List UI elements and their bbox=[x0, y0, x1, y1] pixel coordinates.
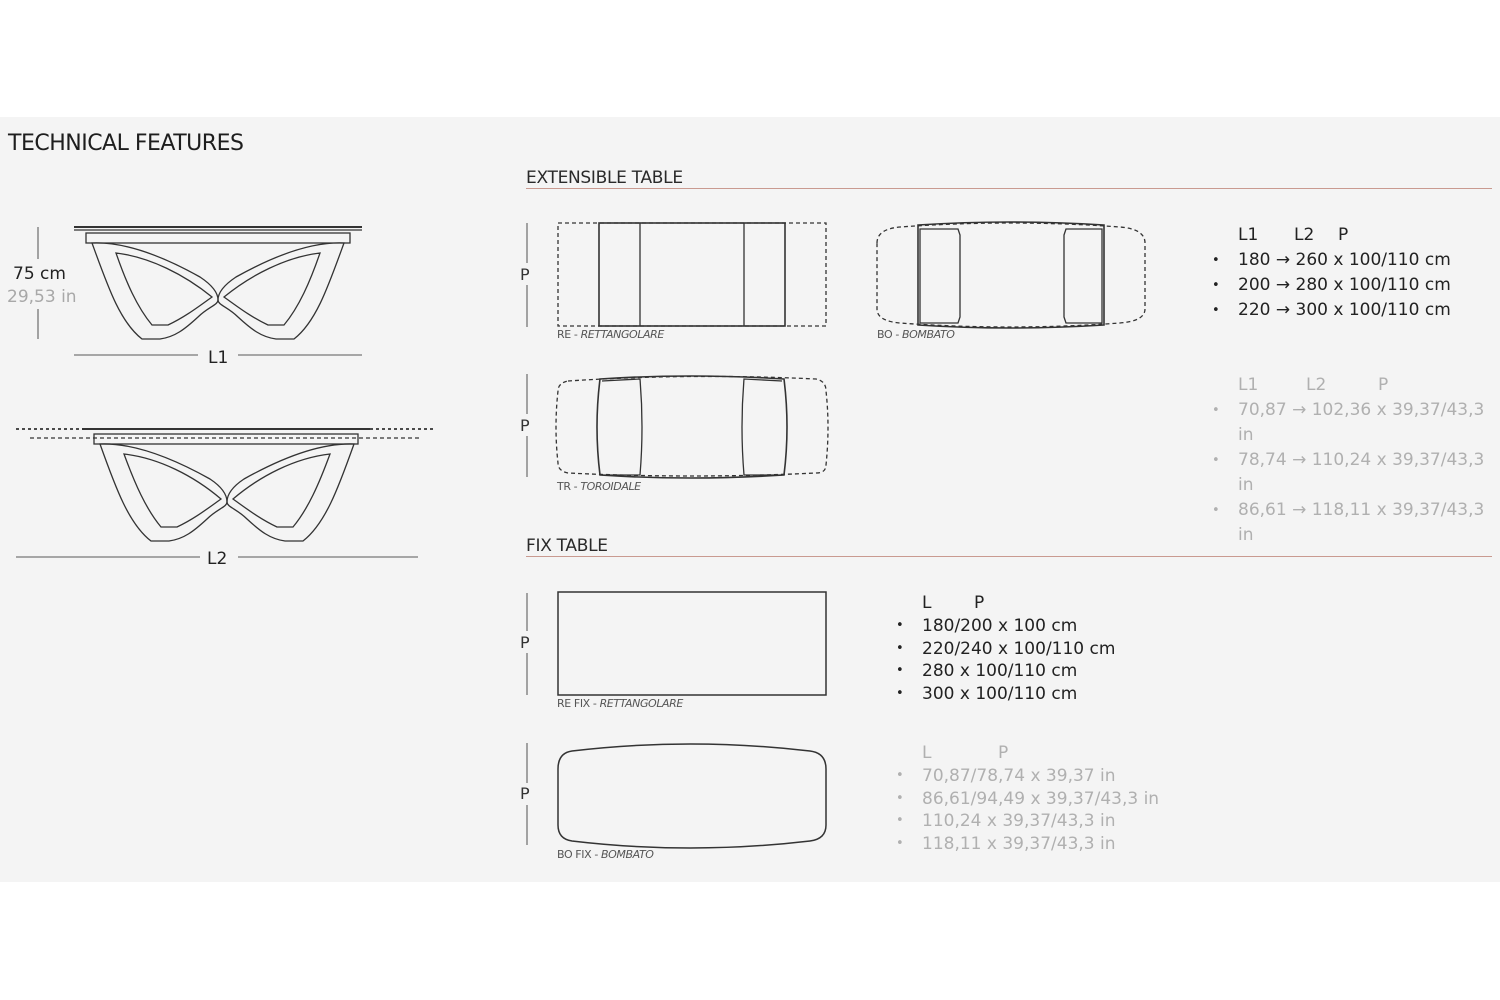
p-label-re: P bbox=[520, 265, 530, 284]
shape-label-tr: TR - TOROIDALE bbox=[557, 480, 641, 493]
spec-row: • 200 → 280 x 100/110 cm bbox=[1212, 273, 1451, 298]
shape-label-re: RE - RETTANGOLARE bbox=[557, 328, 664, 341]
spec-header: L P bbox=[922, 593, 985, 613]
spec-row: • 220/240 x 100/110 cm bbox=[896, 638, 1115, 661]
shape-label-bo: BO - BOMBATO bbox=[877, 328, 955, 341]
shape-bo-drawing bbox=[877, 222, 1145, 328]
fix-spec-in bbox=[896, 741, 1159, 855]
spec-row: • 78,74 → 110,24 x 39,37/43,3 in bbox=[1212, 448, 1500, 498]
spec-row: • 110,24 x 39,37/43,3 in bbox=[896, 810, 1159, 833]
side-view-extended-drawing bbox=[16, 429, 436, 557]
extensible-spec-in bbox=[1212, 373, 1500, 548]
l2-label: L2 bbox=[207, 549, 228, 569]
shape-re-drawing bbox=[527, 223, 826, 327]
spec-header: L P bbox=[922, 743, 1009, 763]
technical-features-panel bbox=[0, 117, 1500, 882]
spec-row: • 70,87/78,74 x 39,37 in bbox=[896, 765, 1159, 788]
spec-row: • 118,11 x 39,37/43,3 in bbox=[896, 833, 1159, 856]
shape-bo-fix-drawing bbox=[527, 743, 826, 848]
spec-row: • 220 → 300 x 100/110 cm bbox=[1212, 298, 1451, 323]
p-label-re-fix: P bbox=[520, 633, 530, 652]
extensible-spec-cm bbox=[1212, 223, 1451, 323]
spec-row: • 280 x 100/110 cm bbox=[896, 660, 1115, 683]
height-in-label: 29,53 in bbox=[7, 287, 77, 307]
p-label-bo-fix: P bbox=[520, 784, 530, 803]
spec-row: • 70,87 → 102,36 x 39,37/43,3 in bbox=[1212, 398, 1500, 448]
extensible-table-title: EXTENSIBLE TABLE bbox=[526, 168, 683, 188]
fix-title-rule bbox=[526, 556, 1492, 557]
spec-row: • 180/200 x 100 cm bbox=[896, 615, 1115, 638]
page-title: TECHNICAL FEATURES bbox=[8, 131, 244, 156]
fix-table-title: FIX TABLE bbox=[526, 536, 608, 556]
height-cm-label: 75 cm bbox=[13, 264, 66, 284]
side-view-closed-drawing bbox=[38, 227, 362, 355]
l1-label: L1 bbox=[208, 348, 229, 368]
shape-tr-drawing bbox=[527, 374, 828, 478]
spec-header: L1 L2 P bbox=[1238, 225, 1349, 245]
spec-row: • 86,61/94,49 x 39,37/43,3 in bbox=[896, 788, 1159, 811]
shape-label-bo-fix: BO FIX - BOMBATO bbox=[557, 848, 654, 861]
shape-re-fix-drawing bbox=[527, 592, 826, 695]
shape-label-re-fix: RE FIX - RETTANGOLARE bbox=[557, 697, 683, 710]
fix-spec-cm bbox=[896, 591, 1115, 705]
spec-row: • 180 → 260 x 100/110 cm bbox=[1212, 248, 1451, 273]
spec-header: L1 L2 P bbox=[1238, 375, 1389, 395]
extensible-title-rule bbox=[526, 188, 1492, 189]
p-label-tr: P bbox=[520, 416, 530, 435]
spec-row: • 300 x 100/110 cm bbox=[896, 683, 1115, 706]
spec-row: • 86,61 → 118,11 x 39,37/43,3 in bbox=[1212, 498, 1500, 548]
